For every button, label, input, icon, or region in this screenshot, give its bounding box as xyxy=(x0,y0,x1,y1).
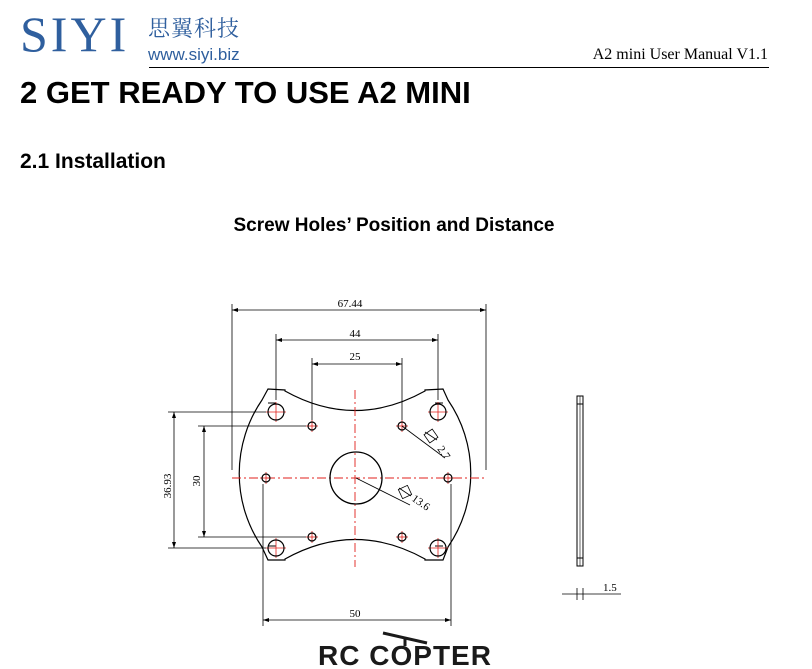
mounting-holes xyxy=(262,404,452,556)
siyi-logo xyxy=(20,6,320,64)
side-view-profile xyxy=(577,396,583,566)
rc-copter-watermark xyxy=(305,630,505,669)
chapter-title: 2 GET READY TO USE A2 MINI xyxy=(20,75,471,110)
dim-thickness: 1.5 xyxy=(603,582,617,594)
manual-title: A2 mini User Manual V1.1 xyxy=(592,46,768,63)
diameter-symbols xyxy=(398,429,438,499)
dim-inner-hole-span: 25 xyxy=(349,351,361,363)
logo-chinese-name: 思翼科技 xyxy=(148,17,241,42)
subsection-title: 2.1 Installation xyxy=(20,150,166,173)
dim-top-hole-span: 44 xyxy=(349,328,361,340)
figure-caption: Screw Holes’ Position and Distance xyxy=(233,215,555,236)
dim-bottom-span: 50 xyxy=(349,608,361,620)
dim-side-height: 36.93 xyxy=(162,473,174,499)
logo-mark: SIYI xyxy=(20,6,130,62)
logo-website: www.siyi.biz xyxy=(148,45,240,64)
dim-inner-height: 30 xyxy=(191,475,203,487)
brand-wordmark: RC COPTER xyxy=(318,640,492,669)
dimension-arrows xyxy=(172,308,486,622)
mounting-plate-drawing xyxy=(150,290,630,630)
header-divider xyxy=(149,67,769,68)
dim-overall-width: 67.44 xyxy=(337,298,363,310)
hole-crosshairs xyxy=(260,402,454,558)
dimension-lines xyxy=(168,304,621,626)
dim-small-hole: 2.7 xyxy=(434,443,453,462)
dim-center-hole: 13.6 xyxy=(409,492,432,514)
